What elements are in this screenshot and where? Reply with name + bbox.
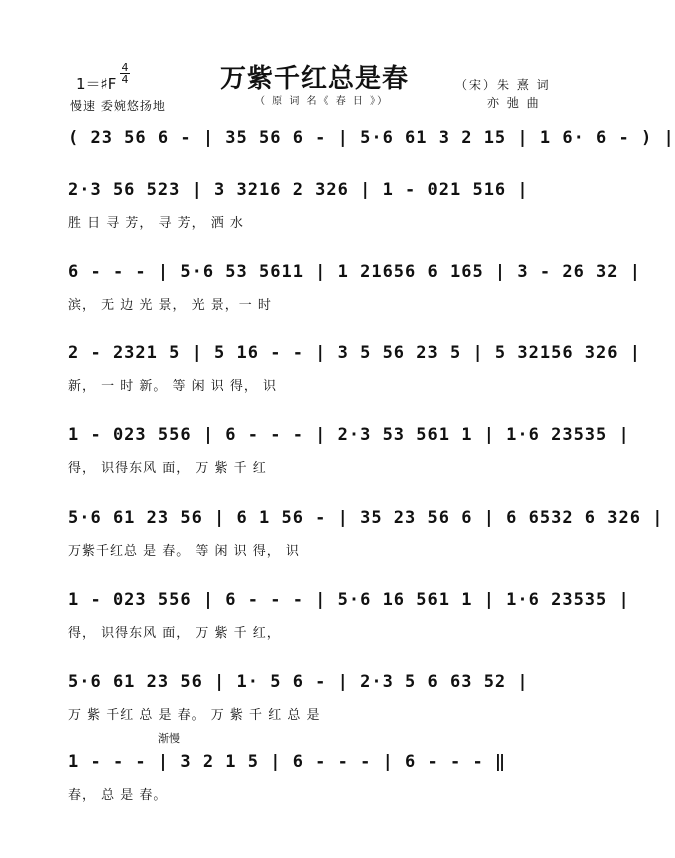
score-lyrics: 得， 识得东风 面， 万 紫 千 红，: [68, 626, 281, 641]
score-row-9: [0, 752, 612, 832]
score-lyrics: 万 紫 千红 总 是 春。 万 紫 千 红 总 是: [68, 708, 321, 723]
score-notes: 5·6 61 23 56 | 1· 5 6 - | 2·3 5 6 63 52 |: [68, 672, 529, 692]
score-row-3: [0, 262, 641, 342]
score-row-4: [0, 343, 641, 423]
score-lyrics: 滨， 无 边 光 景， 光 景，一 时: [68, 298, 272, 313]
score-lyrics: 春， 总 是 春。: [68, 788, 168, 803]
score-row-8: [0, 672, 612, 752]
lyricist-credit: （宋）朱 熹 词: [455, 78, 551, 92]
score-notes: 2 - 2321 5 | 5 16 - - | 3 5 56 23 5 | 5 32156 326 |: [68, 343, 641, 363]
score-notes: 1 - 023 556 | 6 - - - | 2·3 53 561 1 | 1·6 23535 |: [68, 425, 630, 445]
tempo-marking: 慢速 委婉悠扬地: [70, 99, 166, 113]
original-title: （ 原 词 名《 春 日 》）: [255, 96, 390, 107]
time-signature-top: 4: [121, 61, 129, 74]
score-lyrics: 胜 日 寻 芳， 寻 芳， 洒 水: [68, 216, 244, 231]
score-lyrics: 得， 识得东风 面， 万 紫 千 红: [68, 461, 267, 476]
score-notes: 6 - - - | 5·6 53 5611 | 1 21656 6 165 | 3 - 26 32 |: [68, 262, 641, 282]
score-row-2: [0, 180, 612, 260]
ritardando-marking: 渐慢: [158, 732, 180, 745]
score-row-6: [0, 508, 664, 588]
key-signature: 1＝♯F: [76, 75, 117, 93]
score-lyrics: 万紫千红总 是 春。 等 闲 识 得， 识: [68, 544, 300, 559]
score-row-7: [0, 590, 630, 670]
score-notes: 5·6 61 23 56 | 6 1 56 - | 35 23 56 6 | 6 6532 6 326 |: [68, 508, 664, 528]
score-notes: 2·3 56 523 | 3 3216 2 326 | 1 - 021 516 |: [68, 180, 529, 200]
time-signature: [120, 62, 130, 85]
score-lyrics: 新， 一 时 新。 等 闲 识 得， 识: [68, 379, 278, 394]
score-notes: 1 - - - | 3 2 1 5 | 6 - - - | 6 - - - ‖: [68, 752, 507, 772]
score-notes: 1 - 023 556 | 6 - - - | 5·6 16 561 1 | 1·6 23535 |: [68, 590, 630, 610]
composer-credit: 亦 弛 曲: [487, 96, 541, 110]
time-signature-bottom: 4: [121, 73, 129, 86]
score-row-5: [0, 425, 630, 505]
score-notes: ( 23 56 6 - | 35 56 6 - | 5·6 61 3 2 15 | 1 6· 6 - ) |: [68, 128, 675, 148]
song-title: 万紫千红总是春: [220, 64, 410, 94]
